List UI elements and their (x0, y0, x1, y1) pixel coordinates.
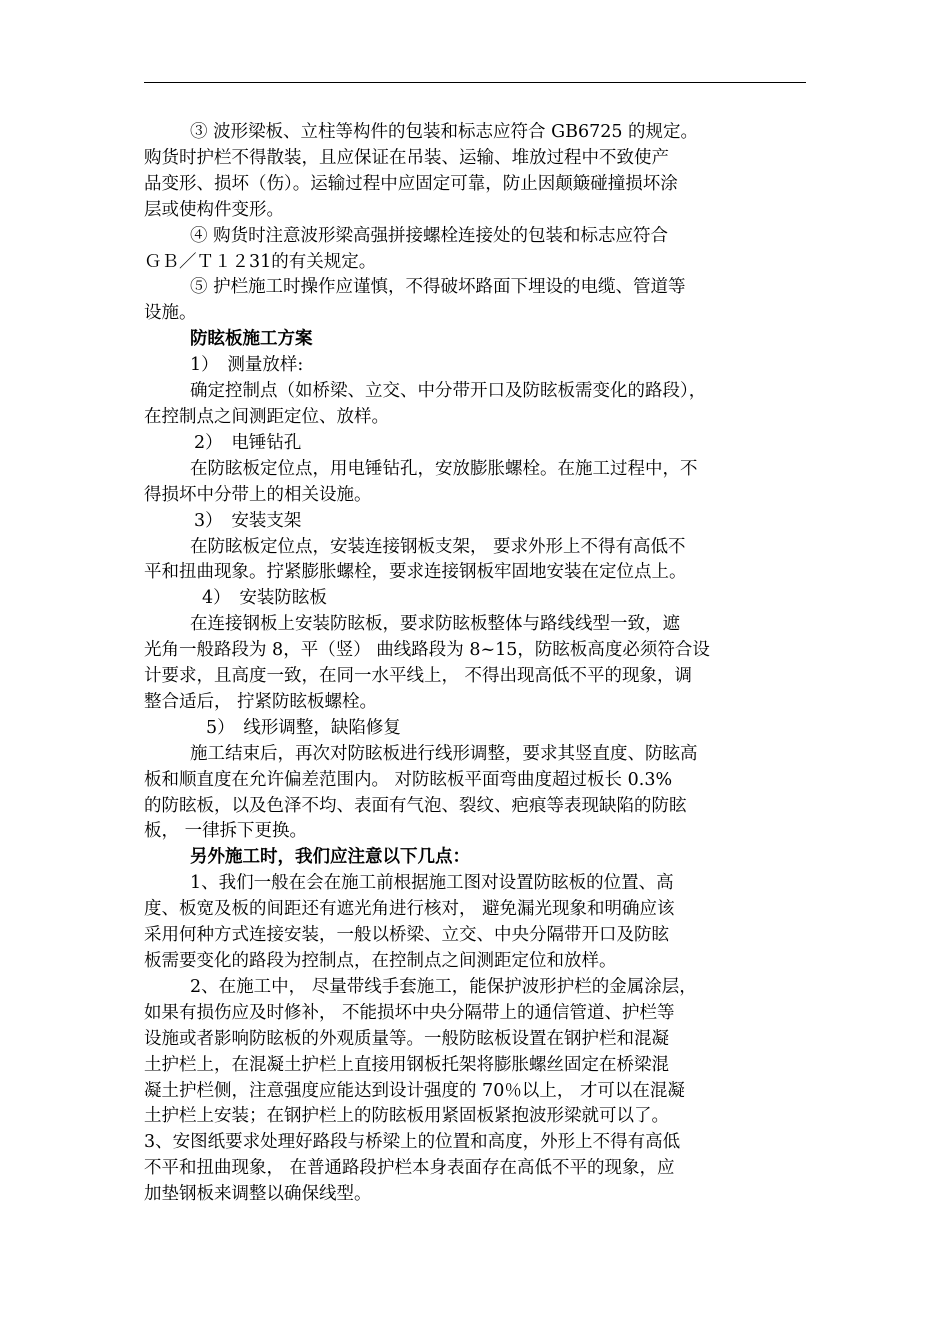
paragraph-line: 度、板宽及板的间距还有遮光角进行核对， 避免漏光现象和明确应该 (144, 899, 675, 920)
paragraph-line: 计要求，且高度一致，在同一水平线上， 不得出现高低不平的现象，调 (144, 666, 693, 687)
paragraph-line: 板， 一律拆下更换。 (144, 821, 308, 842)
paragraph-line: 平和扭曲现象。拧紧膨胀螺栓，要求连接钢板牢固地安装在定位点上。 (144, 562, 687, 583)
paragraph-line: 土护栏上，在混凝土护栏上直接用钢板托架将膨胀螺丝固定在桥梁混 (144, 1054, 669, 1075)
paragraph-line: ＧＢ／Ｔ１２31的有关规定。 (144, 251, 377, 272)
paragraph-line: 1、我们一般在会在施工前根据施工图对设置防眩板的位置、高 (190, 873, 674, 894)
step-heading: 3） 安装支架 (194, 510, 302, 531)
paragraph-line: 在防眩板定位点，安装连接钢板支架， 要求外形上不得有高低不 (190, 536, 686, 557)
step-heading: 1） 测量放样: (190, 355, 304, 376)
paragraph-line: 凝土护栏侧，注意强度应能达到设计强度的 70％以上， 才可以在混凝 (144, 1080, 685, 1101)
paragraph-line: 光角一般路段为 8，平（竖） 曲线路段为 8~15，防眩板高度必须符合设 (144, 640, 710, 661)
paragraph-line: 板和顺直度在允许偏差范围内。 对防眩板平面弯曲度超过板长 0.3% (144, 769, 673, 790)
paragraph-line: 如果有损伤应及时修补， 不能损坏中央分隔带上的通信管道、护栏等 (144, 1002, 675, 1023)
paragraph-line: 的防眩板，以及色泽不均、表面有气泡、裂纹、疤痕等表现缺陷的防眩 (144, 795, 687, 816)
paragraph-line: 设施或者影响防眩板的外观质量等。一般防眩板设置在钢护栏和混凝 (144, 1028, 669, 1049)
paragraph-line: ④ 购货时注意波形梁高强拼接螺栓连接处的包装和标志应符合 (190, 225, 669, 246)
step-heading: 2） 电锤钻孔 (194, 432, 302, 453)
step-heading: 5） 线形调整，缺陷修复 (206, 717, 401, 738)
paragraph-line: 设施。 (144, 303, 197, 324)
paragraph-line: 板需要变化的路段为控制点，在控制点之间测距定位和放样。 (144, 951, 617, 971)
paragraph-line: 不平和扭曲现象， 在普通路段护栏本身表面存在高低不平的现象，应 (144, 1158, 675, 1179)
paragraph-line: 整合适后， 拧紧防眩板螺栓。 (144, 691, 378, 712)
paragraph-line: 在防眩板定位点，用电锤钻孔，安放膨胀螺栓。在施工过程中，不 (190, 458, 698, 479)
paragraph-line: ③ 波形梁板、立柱等构件的包装和标志应符合 GB6725 的规定。 (190, 122, 699, 142)
paragraph-line: ⑤ 护栏施工时操作应谨慎，不得破坏路面下埋设的电缆、管道等 (190, 277, 686, 298)
paragraph-line: 土护栏上安装；在钢护栏上的防眩板用紧固板紧抱波形梁就可以了。 (144, 1106, 669, 1127)
paragraph-line: 3、安图纸要求处理好路段与桥梁上的位置和高度，外形上不得有高低 (144, 1132, 681, 1153)
paragraph-line: 购货时护栏不得散装，且应保证在吊装、运输、堆放过程中不致使产 (144, 147, 669, 168)
paragraph-line: 施工结束后，再次对防眩板进行线形调整，要求其竖直度、防眩高 (190, 743, 698, 764)
paragraph-line: 确定控制点（如桥梁、立交、中分带开口及防眩板需变化的路段）， (190, 381, 707, 402)
section-heading: 防眩板施工方案 (190, 329, 313, 350)
paragraph-line: 加垫钢板来调整以确保线型。 (144, 1184, 372, 1205)
paragraph-line: 品变形、损坏（伤）。运输过程中应固定可靠，防止因颠簸碰撞损坏涂 (144, 173, 678, 194)
paragraph-line: 得损坏中分带上的相关设施。 (144, 484, 372, 505)
paragraph-line: 在控制点之间测距定位、放样。 (144, 406, 389, 427)
header-rule (144, 82, 806, 83)
paragraph-line: 2、在施工中， 尽量带线手套施工，能保护波形护栏的金属涂层， (190, 976, 697, 997)
paragraph-line: 在连接钢板上安装防眩板，要求防眩板整体与路线线型一致，遮 (190, 614, 680, 635)
document-body (144, 120, 809, 1208)
section-heading: 另外施工时，我们应注意以下几点： (190, 847, 470, 868)
paragraph-line: 采用何种方式连接安装，一般以桥梁、立交、中央分隔带开口及防眩 (144, 925, 669, 946)
paragraph-line: 层或使构件变形。 (144, 199, 284, 220)
step-heading: 4） 安装防眩板 (202, 588, 327, 609)
